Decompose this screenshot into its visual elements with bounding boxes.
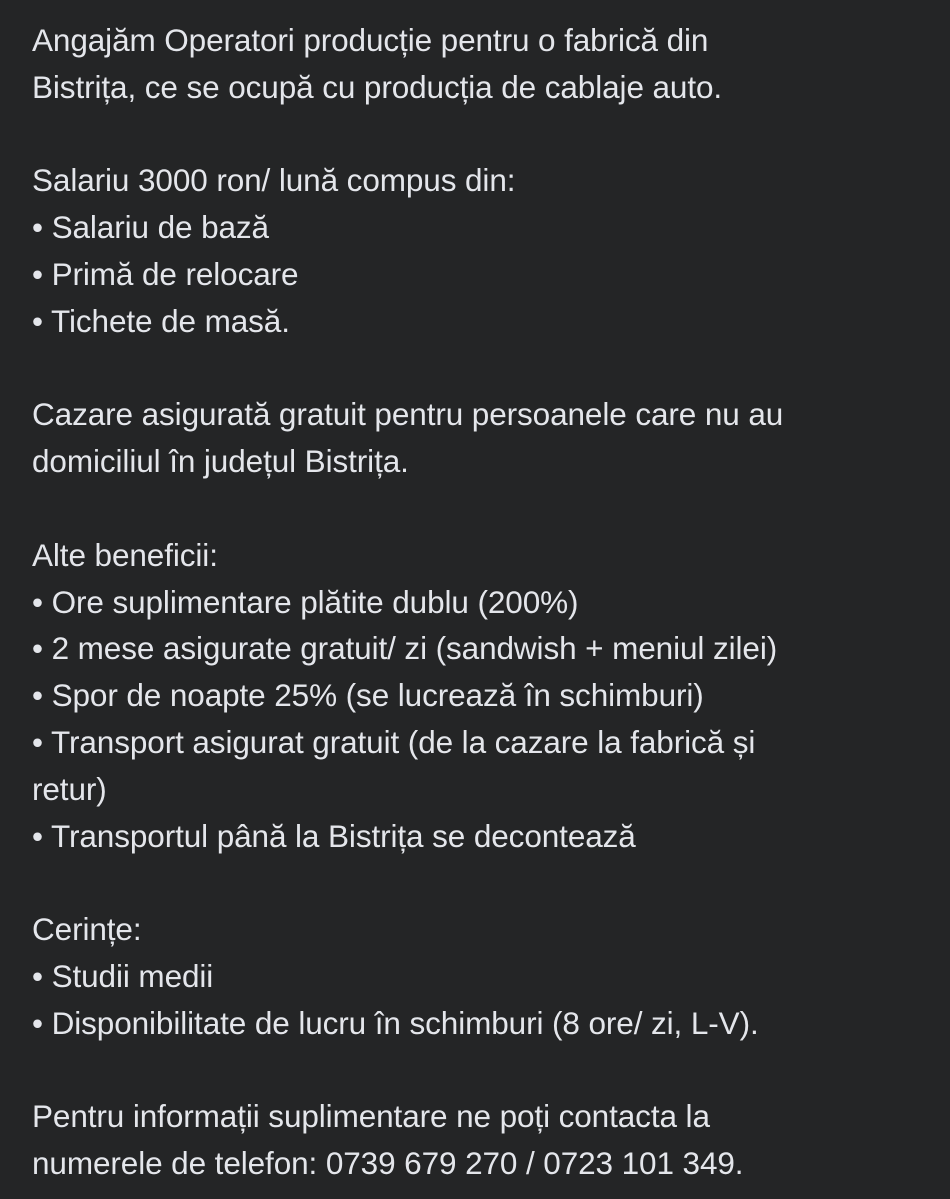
- contact-line: numerele de telefon: 0739 679 270 / 0723 101 349.: [32, 1145, 744, 1182]
- benefit-item: • Transportul până la Bistrița se decontează: [32, 817, 636, 854]
- housing-paragraph: [32, 391, 932, 485]
- paragraph-gap: [32, 859, 932, 906]
- intro-line: Bistrița, ce se ocupă cu producția de cablaje auto.: [32, 68, 723, 105]
- contact-paragraph: [32, 1093, 932, 1187]
- contact-line: Pentru informații suplimentare ne poți contacta la: [32, 1098, 710, 1135]
- benefits-heading: Alte beneficii:: [32, 536, 218, 573]
- salary-item: • Primă de relocare: [32, 255, 299, 292]
- paragraph-gap: [32, 1047, 932, 1094]
- intro-paragraph: [32, 17, 932, 111]
- salary-heading: Salariu 3000 ron/ lună compus din:: [32, 162, 516, 199]
- requirements-section: [32, 906, 932, 1046]
- requirement-item: • Disponibilitate de lucru în schimburi (8 ore/ zi, L-V).: [32, 1004, 759, 1041]
- paragraph-gap: [32, 111, 932, 158]
- housing-line: domiciliul în județul Bistrița.: [32, 443, 409, 480]
- salary-item: • Tichete de masă.: [32, 302, 290, 339]
- benefit-item: • Ore suplimentare plătite dublu (200%): [32, 583, 579, 620]
- benefit-item: • Transport asigurat gratuit (de la cazare la fabrică și: [32, 723, 756, 760]
- benefits-section: [32, 532, 932, 860]
- paragraph-gap: [32, 345, 932, 392]
- housing-line: Cazare asigurată gratuit pentru persoanele care nu au: [32, 396, 784, 433]
- salary-section: [32, 157, 932, 344]
- benefit-item: • 2 mese asigurate gratuit/ zi (sandwish + meniul zilei): [32, 630, 778, 667]
- post-body: [32, 17, 932, 1187]
- intro-line: Angajăm Operatori producție pentru o fabrică din: [32, 22, 709, 58]
- requirement-item: • Studii medii: [32, 957, 214, 994]
- salary-item: • Salariu de bază: [32, 209, 269, 246]
- benefit-item-continuation: retur): [32, 770, 107, 807]
- requirements-heading: Cerințe:: [32, 911, 142, 948]
- benefit-item: • Spor de noapte 25% (se lucrează în schimburi): [32, 677, 704, 714]
- paragraph-gap: [32, 485, 932, 532]
